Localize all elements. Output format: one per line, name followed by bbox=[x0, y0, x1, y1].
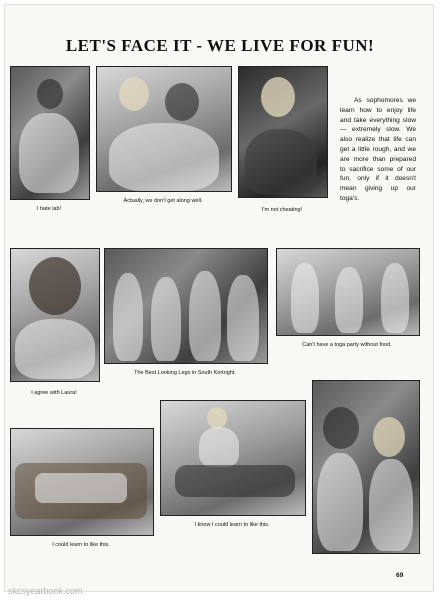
bleed-through-text bbox=[110, 8, 330, 22]
photo-toga-party bbox=[276, 248, 420, 336]
site-watermark: skcsyearbook.com bbox=[8, 586, 83, 596]
caption-legs: The Best Looking Legs in South Kortright. bbox=[134, 370, 236, 376]
photo-girl-in-lab bbox=[10, 66, 90, 200]
caption-learn-middle: I know I could learn to like this. bbox=[194, 522, 270, 528]
photo-girls-in-togas bbox=[104, 248, 268, 364]
caption-lab: I hate lab! bbox=[36, 206, 62, 212]
photo-girl-writing bbox=[238, 66, 328, 198]
caption-toga-party: Can't have a toga party without food. bbox=[302, 342, 392, 348]
photo-girl-in-lounge-chair bbox=[160, 400, 306, 516]
caption-learn-left: I could learn to like this. bbox=[52, 542, 110, 548]
photo-food-table bbox=[10, 428, 154, 536]
photo-two-girls-in-togas bbox=[312, 380, 420, 554]
page-number: 69 bbox=[396, 572, 404, 579]
caption-along: Actually, we don't get along well. bbox=[123, 198, 203, 204]
photo-two-girls-hugging bbox=[96, 66, 232, 192]
photo-girl-close-up bbox=[10, 248, 100, 382]
caption-agree: I agree with Laura! bbox=[31, 390, 77, 396]
caption-cheating: I'm not cheating! bbox=[261, 207, 303, 213]
page-title: LET'S FACE IT - WE LIVE FOR FUN! bbox=[65, 36, 375, 55]
body-paragraph: As sophomores we learn how to enjoy life and take everything slow — extremely slow. We also realize that life can get a little rough, and we are more than prepared to sacrifice some of our fun, only if it doesn't mean giving up our toga's. bbox=[340, 97, 416, 202]
